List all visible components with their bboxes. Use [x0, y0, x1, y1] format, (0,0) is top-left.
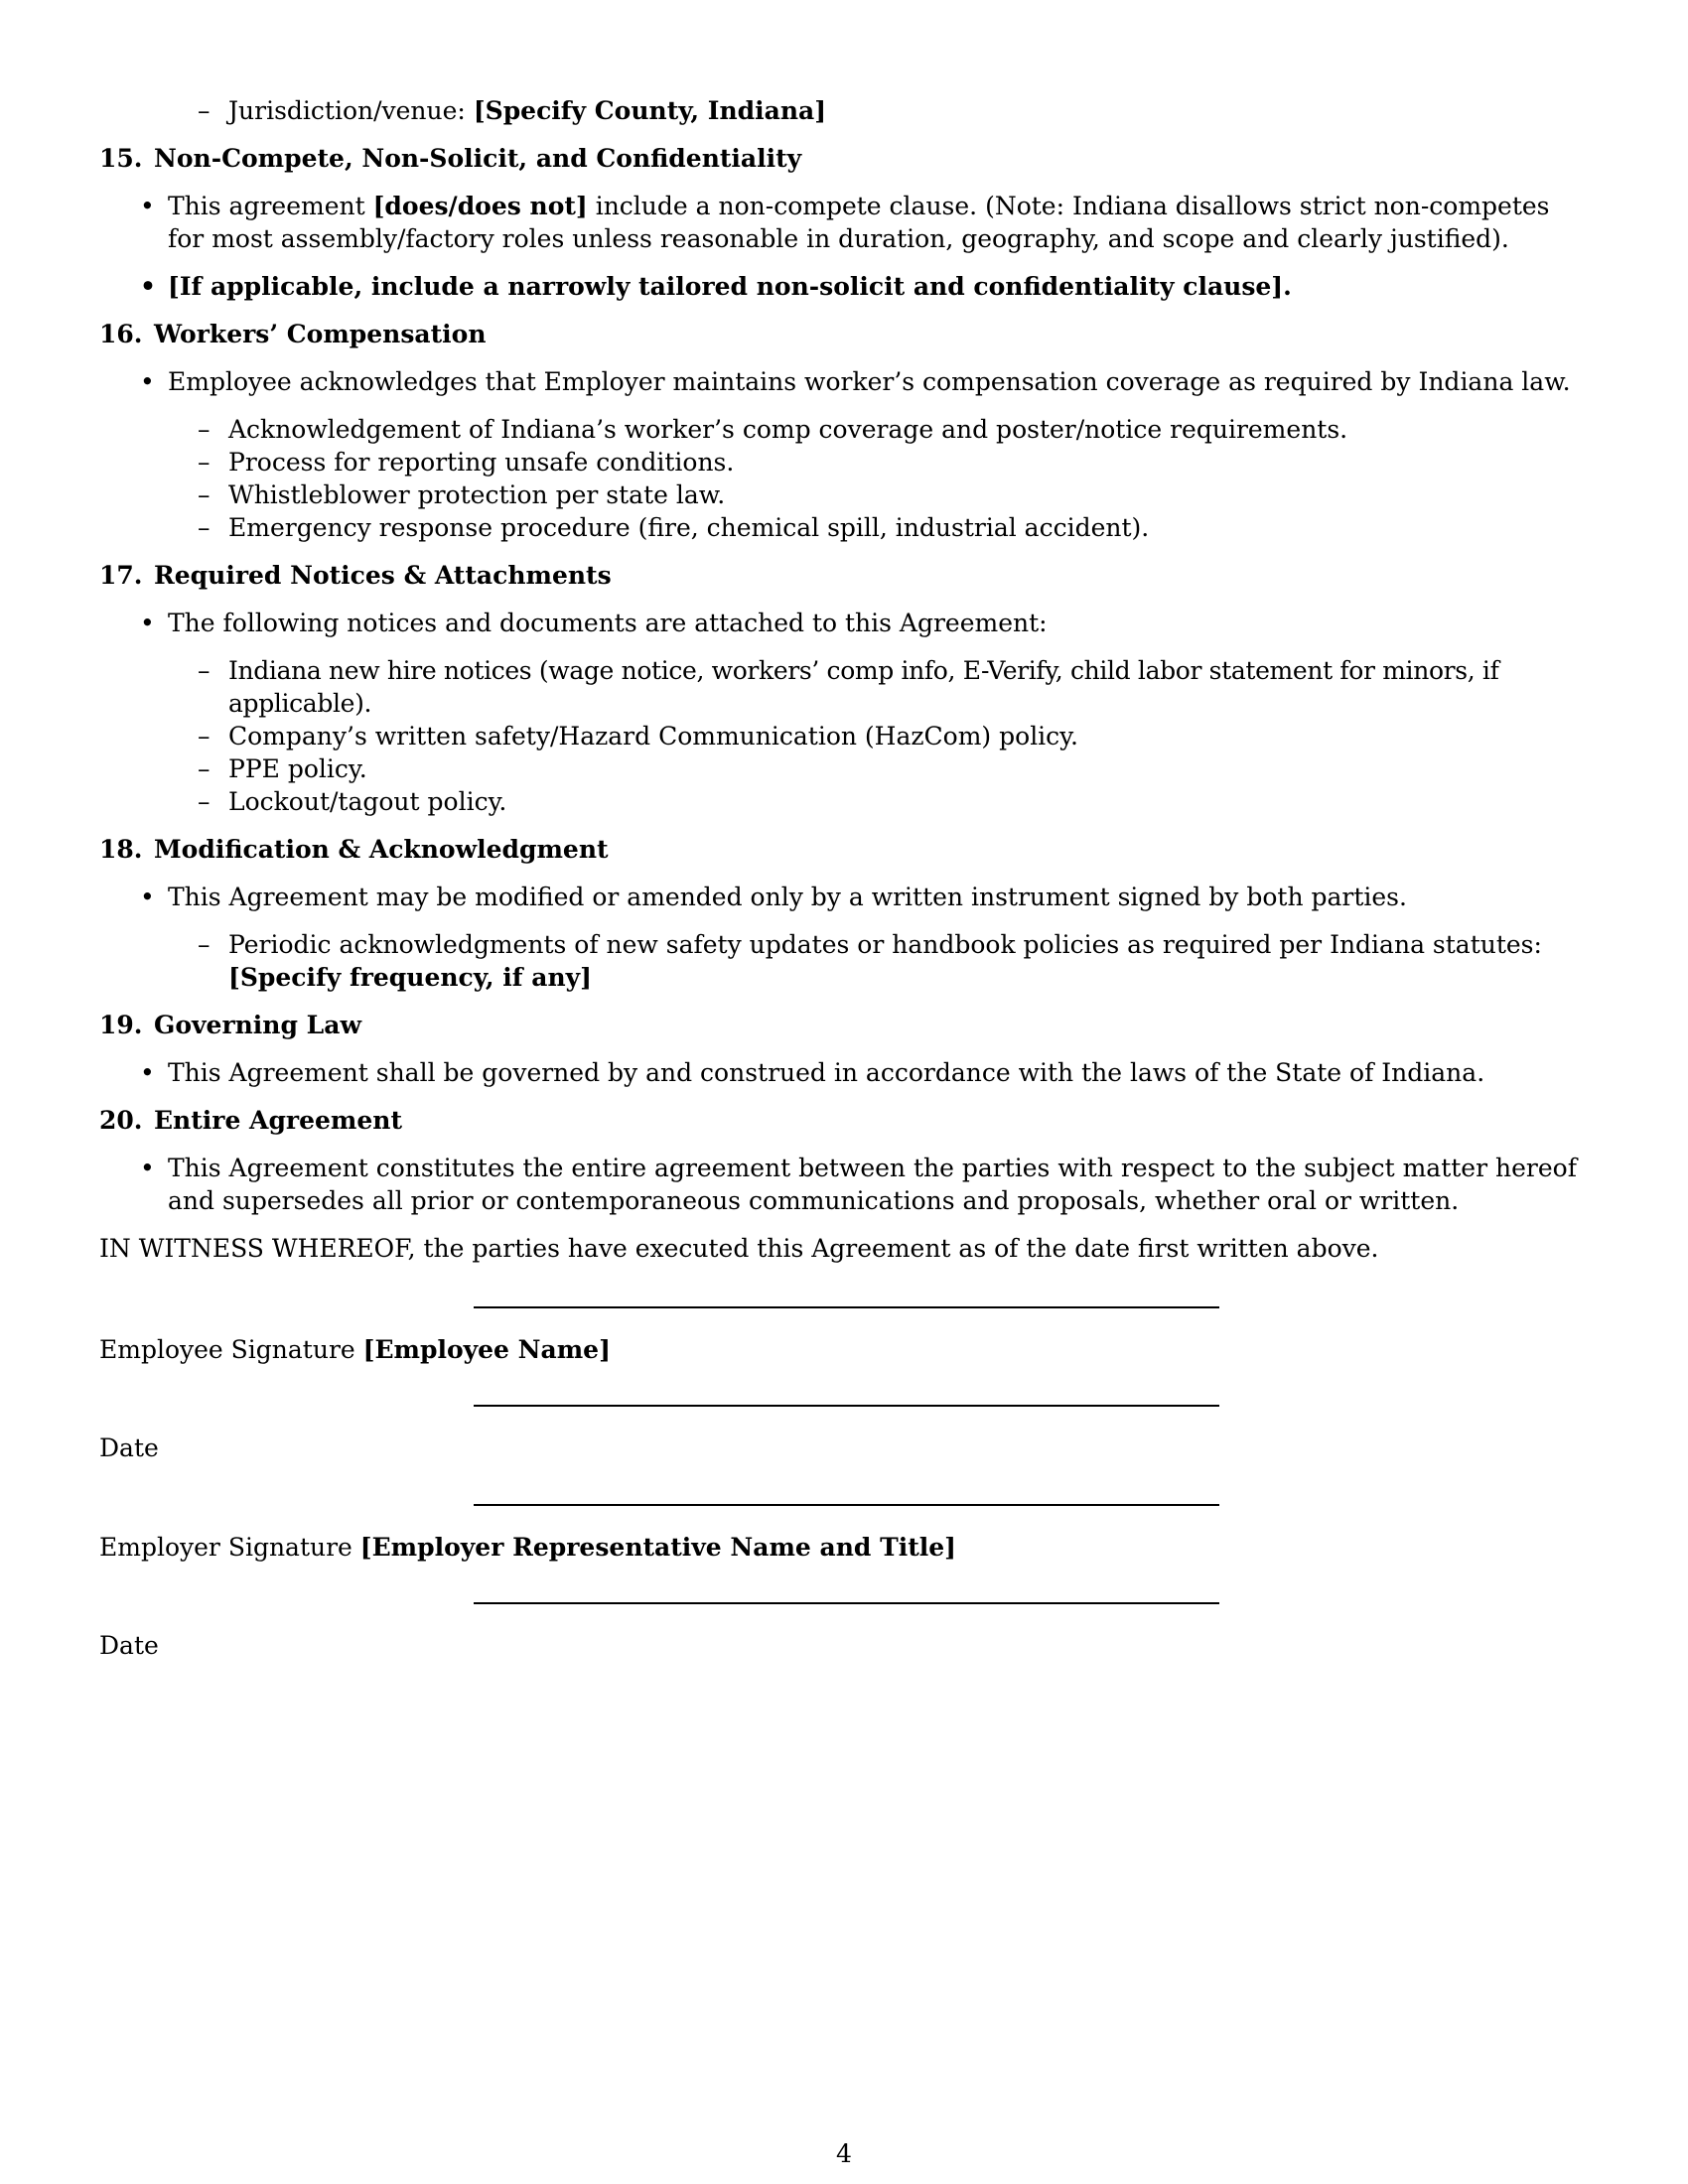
list-item: – Lockout/tagout policy.: [99, 785, 1589, 818]
section-15-heading: 15. Non-Compete, Non-Solicit, and Confidentiality: [99, 144, 802, 173]
witness-statement: IN WITNESS WHEREOF, the parties have executed this Agreement as of the date first written above.: [99, 1234, 1379, 1263]
notices-bullet: • The following notices and documents are attached to this Agreement:: [99, 607, 1589, 639]
list-item: – PPE policy.: [99, 752, 1589, 785]
list-item: – Whistleblower protection per state law.: [99, 478, 1589, 511]
employer-date-label: Date: [99, 1631, 159, 1660]
employee-signature-label: Employee Signature [Employee Name]: [99, 1335, 611, 1364]
list-item: – Indiana new hire notices (wage notice, workers’ comp info, E-Verify, child labor statement for minors, if applicable).: [99, 654, 1589, 720]
section-18-heading: 18. Modification & Acknowledgment: [99, 835, 609, 864]
entire-agreement-bullet: • This Agreement constitutes the entire agreement between the parties with respect to the subject matter hereof and supersedes all prior or contemporaneous communications and proposals, whether oral or written.: [99, 1152, 1589, 1217]
employer-date-line[interactable]: [474, 1602, 1219, 1604]
section-16-heading: 16. Workers’ Compensation: [99, 320, 487, 348]
employee-date-label: Date: [99, 1433, 159, 1462]
section-20-heading: 20. Entire Agreement: [99, 1106, 402, 1135]
employee-signature-line[interactable]: [474, 1306, 1219, 1308]
employee-date-line[interactable]: [474, 1405, 1219, 1407]
workers-comp-bullet: • Employee acknowledges that Employer maintains worker’s compensation coverage as required by Indiana law.: [99, 365, 1589, 398]
acknowledgment-item: – Periodic acknowledgments of new safety updates or handbook policies as required per Indiana statutes: [Specify frequency, if any]: [99, 928, 1589, 994]
non-compete-bullet: • This agreement [does/does not] include a non-compete clause. (Note: Indiana disallows strict non-competes for most assembly/factory roles unless reasonable in duration, geography, and scope and clearly justified).: [99, 190, 1589, 255]
list-item: – Acknowledgement of Indiana’s worker’s comp coverage and poster/notice requirements.: [99, 413, 1589, 446]
document-body: [99, 94, 1589, 1290]
jurisdiction-item: – Jurisdiction/venue: [Specify County, Indiana]: [99, 94, 1589, 127]
section-19-heading: 19. Governing Law: [99, 1011, 361, 1039]
employer-signature-line[interactable]: [474, 1504, 1219, 1506]
non-solicit-bullet: • [If applicable, include a narrowly tailored non-solicit and confidentiality clause].: [99, 270, 1589, 303]
list-item: – Process for reporting unsafe conditions.: [99, 446, 1589, 478]
page-number: 4: [836, 2139, 852, 2168]
list-item: – Emergency response procedure (fire, chemical spill, industrial accident).: [99, 511, 1589, 544]
section-17-heading: 17. Required Notices & Attachments: [99, 561, 612, 590]
employer-signature-label: Employer Signature [Employer Representative Name and Title]: [99, 1533, 956, 1562]
modification-bullet: • This Agreement may be modified or amended only by a written instrument signed by both parties.: [99, 881, 1589, 913]
list-item: – Company’s written safety/Hazard Communication (HazCom) policy.: [99, 720, 1589, 752]
governing-law-bullet: • This Agreement shall be governed by and construed in accordance with the laws of the State of Indiana.: [99, 1056, 1589, 1089]
